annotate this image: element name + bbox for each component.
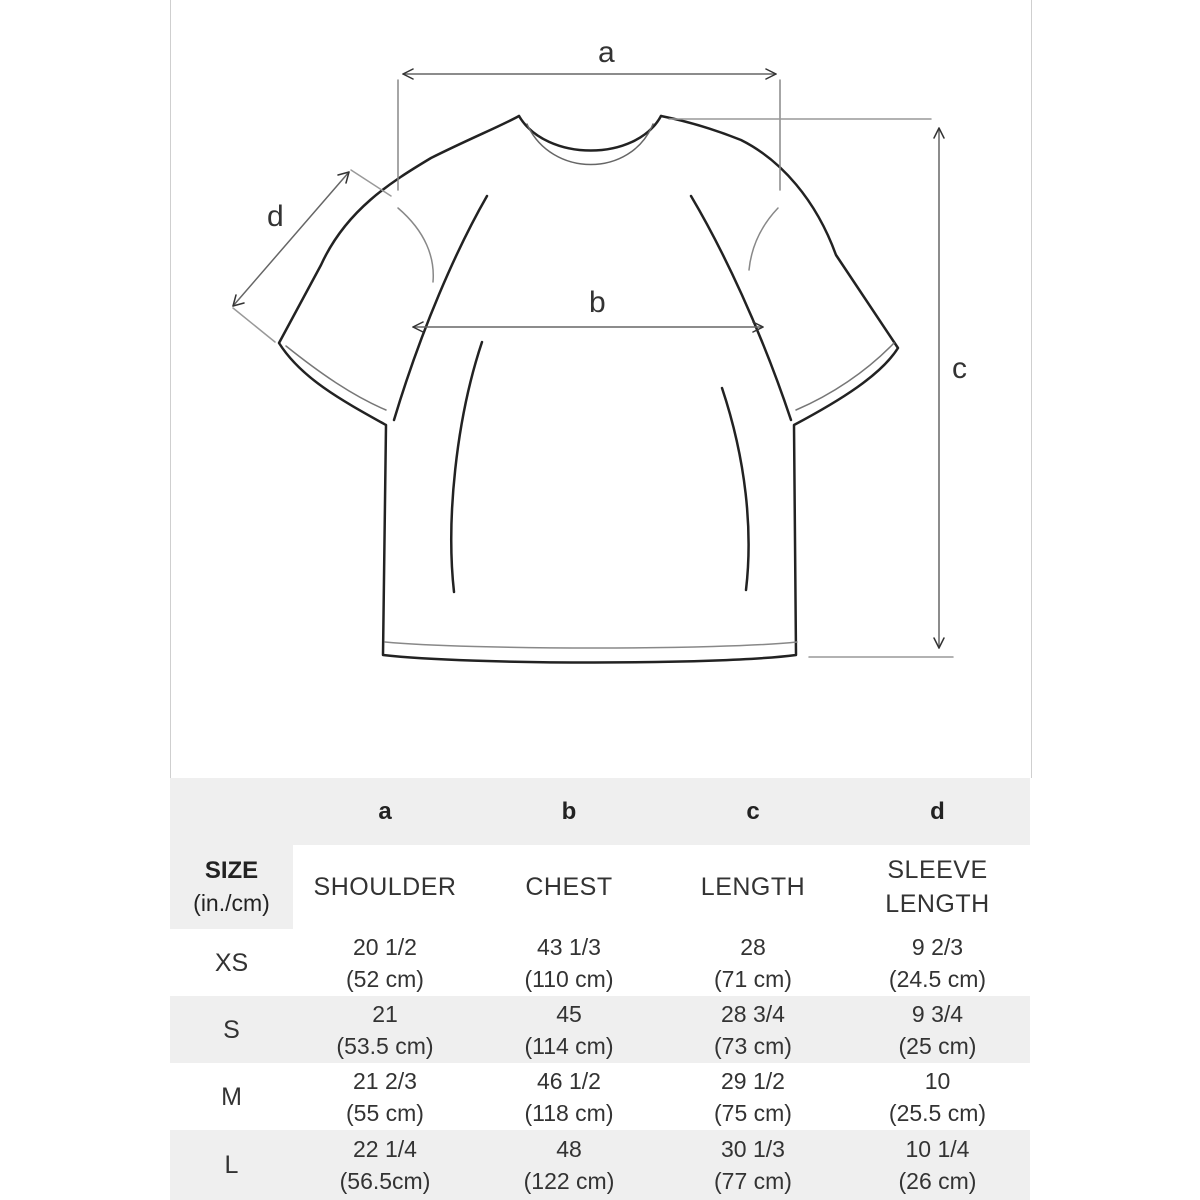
value-inch: 43 1/3 <box>537 933 601 960</box>
measurement-cell <box>293 1130 477 1200</box>
measurement-cell <box>661 1063 845 1130</box>
value-cm: (53.5 cm) <box>336 1032 434 1059</box>
dim-d-ext-bottom <box>233 308 275 342</box>
header-name-row <box>170 845 1030 929</box>
column-header-length: LENGTH <box>700 873 806 901</box>
value-cm: (52 cm) <box>346 965 424 992</box>
table-row <box>170 1063 1030 1130</box>
size-label: L <box>224 1151 239 1179</box>
collar-inner <box>527 124 653 165</box>
size-header <box>170 845 293 929</box>
value-inch: 22 1/4 <box>353 1136 417 1162</box>
measurement-cell <box>661 1130 845 1200</box>
measurement-cell <box>477 929 661 996</box>
value-cm: (118 cm) <box>524 1099 614 1126</box>
value-cm: (75 cm) <box>714 1099 792 1126</box>
body-curve-left <box>451 342 482 592</box>
value-inch: 45 <box>556 1000 582 1027</box>
value-inch: 28 3/4 <box>721 1000 785 1027</box>
header-letter-row <box>170 778 1030 845</box>
measurement-cell <box>293 996 477 1063</box>
value-cm: (110 cm) <box>524 965 614 992</box>
value-inch: 10 <box>924 1067 951 1094</box>
size-label: M <box>221 1082 242 1111</box>
value-inch: 21 2/3 <box>353 1067 417 1094</box>
size-header-unit: (in./cm) <box>193 890 270 916</box>
body-curve-right <box>722 388 749 590</box>
value-cm: (73 cm) <box>714 1032 792 1059</box>
value-cm: (56.5cm) <box>339 1168 431 1194</box>
value-cm: (25.5 cm) <box>888 1099 987 1126</box>
table-row <box>170 1130 1030 1200</box>
measurement-cell <box>661 929 845 996</box>
measurement-cell <box>845 929 1030 996</box>
raglan-seam-right <box>691 196 791 420</box>
value-inch: 46 1/2 <box>537 1067 601 1094</box>
size-header-title: SIZE <box>204 857 259 884</box>
measurement-cell <box>293 1063 477 1130</box>
measurement-cell <box>477 996 661 1063</box>
measurement-cell <box>845 1063 1030 1130</box>
table-row <box>170 996 1030 1063</box>
value-inch: 28 <box>740 933 766 960</box>
label-c: c <box>952 352 967 385</box>
header-letter-c: c <box>746 797 760 825</box>
measurement-cell <box>293 929 477 996</box>
tshirt-diagram <box>171 0 1031 778</box>
value-inch: 9 3/4 <box>911 1000 964 1027</box>
value-inch: 10 1/4 <box>905 1136 970 1162</box>
shoulder-arc-right <box>749 208 778 270</box>
bottom-hem <box>385 642 797 648</box>
label-b: b <box>589 286 606 319</box>
measurement-cell <box>477 1130 661 1200</box>
size-chart-table <box>170 778 1030 1200</box>
value-inch: 20 1/2 <box>353 933 417 960</box>
value-inch: 9 2/3 <box>911 933 964 960</box>
value-inch: 21 <box>372 1000 398 1027</box>
label-a: a <box>598 36 615 69</box>
value-inch: 29 1/2 <box>721 1067 785 1094</box>
measurement-cell <box>845 1130 1030 1200</box>
sleeve-hem-left <box>286 346 386 410</box>
value-inch: 48 <box>556 1136 582 1162</box>
shoulder-arc-left <box>398 208 433 282</box>
label-d: d <box>267 200 284 233</box>
measurement-cell <box>845 996 1030 1063</box>
table-row <box>170 929 1030 996</box>
size-label: S <box>223 1015 240 1044</box>
value-cm: (77 cm) <box>714 1168 792 1194</box>
value-cm: (25 cm) <box>898 1032 977 1059</box>
header-letter-d: d <box>930 797 945 825</box>
measurement-cell <box>661 996 845 1063</box>
header-letter-b: b <box>561 797 577 825</box>
header-letter-a: a <box>378 797 392 825</box>
value-cm: (71 cm) <box>714 965 792 992</box>
raglan-seam-left <box>394 196 487 420</box>
value-cm: (24.5 cm) <box>888 965 987 992</box>
value-cm: (26 cm) <box>898 1168 977 1194</box>
measurement-cell <box>477 1063 661 1130</box>
value-cm: (122 cm) <box>523 1168 615 1194</box>
column-header-shoulder: SHOULDER <box>313 873 457 901</box>
value-cm: (55 cm) <box>346 1099 424 1126</box>
tshirt-diagram-panel <box>170 0 1032 778</box>
value-inch: 30 1/3 <box>721 1136 785 1162</box>
dim-d-ext-top <box>351 170 391 196</box>
size-label: XS <box>214 948 249 977</box>
sleeve-hem-right <box>796 343 894 410</box>
column-header-sleeve-length: SLEEVE LENGTH <box>885 856 990 918</box>
value-cm: (114 cm) <box>524 1032 614 1059</box>
dim-d-arrow <box>233 172 349 306</box>
column-header-chest: CHEST <box>525 873 613 901</box>
tshirt-outline <box>279 116 898 663</box>
